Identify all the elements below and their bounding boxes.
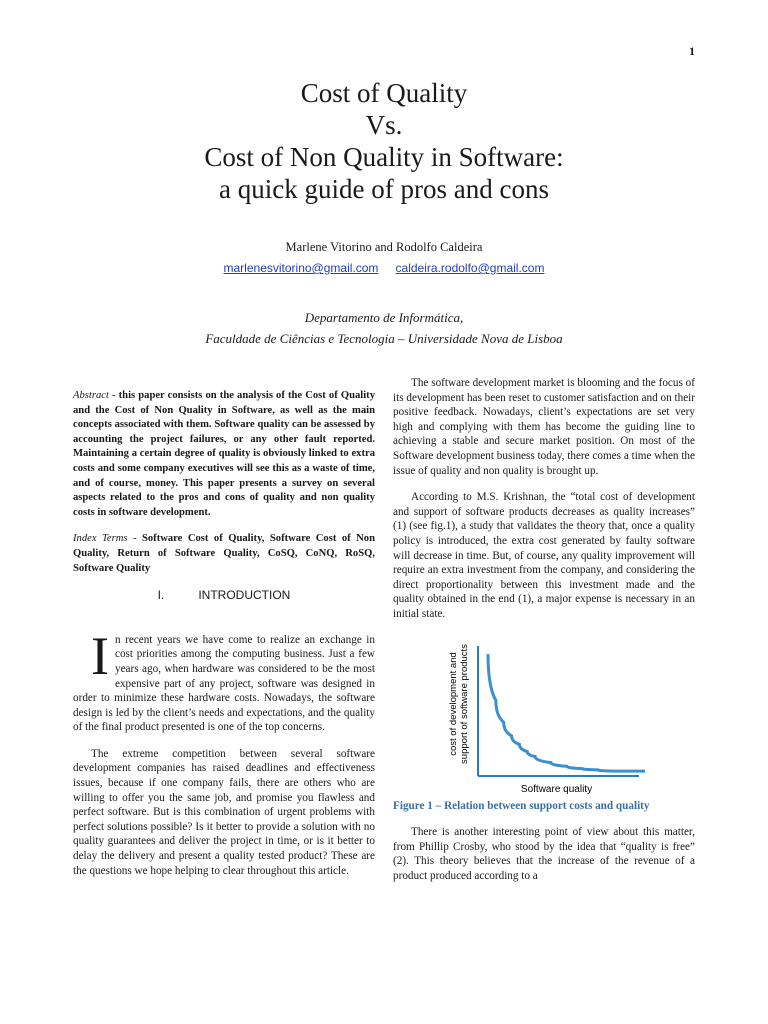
section-heading-introduction: [73, 588, 375, 603]
abstract-label: Abstract: [73, 390, 109, 401]
x-axis-label: Software quality: [520, 783, 593, 794]
right-column: [393, 376, 695, 895]
paper-title: [0, 77, 768, 205]
right-paragraph-1: The software development market is blooming and the focus of its development has been reset to customer satisfaction and on their positive feedback. Nowadays, client’s expectations are set very high and complying with them has become the guiding line to achieving a stable and secure market position. On most of the Software development business today, there comes a time when the issue of quality and non quality is brought up.: [393, 377, 695, 477]
affiliation-line-1: Departamento de Informática,: [304, 310, 464, 325]
index-terms-text: Software Cost of Quality, Software Cost of Non Quality, Return of Software Quality, CoSQ, CoNQ, RoSQ, Software Quality: [73, 533, 375, 574]
intro-paragraph-1: [73, 625, 375, 735]
author-emails: [0, 261, 768, 276]
figure-1-caption: Figure 1 – Relation between support costs and quality: [393, 799, 650, 812]
page-number: 1: [689, 44, 695, 58]
cost-curve: [488, 654, 645, 771]
email-link-2[interactable]: caldeira.rodolfo@gmail.com: [395, 261, 545, 275]
left-column: [73, 389, 375, 890]
title-line-2: Vs.: [365, 110, 403, 140]
section-title: INTRODUCTION: [198, 588, 291, 603]
title-line-3: Cost of Non Quality in Software:: [204, 142, 564, 172]
right-paragraph-3: There is another interesting point of view about this matter, from Phillip Crosby, who stood by the idea that “quality is free” (2). This theory believes that the increase of the revenue of a product produced according to a: [393, 826, 695, 882]
intro-paragraph-2: The extreme competition between several software development companies has raised deadlines and effectiveness issues, because if one company fails, there are others who are willing to offer you the same job, and promise you flawless and perfect software. But is this combination of urgent problems with perfect solutions possible? Is it better to provide a solution with no quality guarantees and deliver the project in time, or is it better to delay the delivery and present a quality tested product? These are the questions we hope helping to clear throughout this article.: [73, 747, 375, 877]
right-paragraph-2: According to M.S. Krishnan, the “total cost of development and support of software products decreases as quality increases” (1) (see fig.1), a study that validates the theory that, once a quality policy is introduced, the extra cost generated by faulty software will decrease in time. But, of course, any quality improvement will require an extra investment from the company, and considering the direct proportionality between this investment made and the quality obtained in the end (1), a major expense is necessary in an initial state.: [393, 491, 695, 620]
affiliation-line-2: Faculdade de Ciências e Tecnologia – Universidade Nova de Lisboa: [205, 331, 563, 346]
figure-1: [393, 634, 695, 799]
email-link-1[interactable]: marlenesvitorino@gmail.com: [223, 261, 379, 275]
section-number: I.: [157, 588, 165, 603]
abstract-text: this paper consists on the analysis of the Cost of Quality and the Cost of Non Quality in Software, as well as the main concepts associated with them. Software quality can be assessed by accounting the project failures, or any other fault reported. Maintaining a certain degree of quality is obviously linked to extra costs and some company executives will see this as a waste of time, and of course, money. This paper presents a survey on several aspects related to the pros and cons of quality and non quality costs in software development.: [73, 390, 375, 518]
drop-cap: I: [91, 625, 109, 686]
abstract: Abstract - this paper consists on the analysis of the Cost of Quality and the Cost of Non Quality in Software, as well as the main concepts associated with them. Software quality can be assessed by accounting the project failures, or any other fault reported. Maintaining a certain degree of quality is obviously linked to extra costs and some company executives will see this as a waste of time, and of course, money. This paper presents a survey on several aspects related to the pros and cons of quality and non quality costs in software development.: [73, 390, 375, 518]
index-terms-label: Index Terms: [73, 533, 128, 545]
title-line-1: Cost of Quality: [300, 78, 468, 108]
affiliation: [0, 307, 768, 349]
authors: Marlene Vitorino and Rodolfo Caldeira: [285, 240, 483, 254]
cost-quality-chart: [393, 634, 695, 794]
title-line-4: a quick guide of pros and cons: [219, 174, 549, 204]
index-terms: Index Terms - Software Cost of Quality, Software Cost of Non Quality, Return of Software Quality, CoSQ, CoNQ, RoSQ, Software Quality: [73, 533, 375, 574]
y-axis-label-line-2: support of software products: [459, 643, 470, 764]
y-axis-label-line-1: cost of development and: [448, 651, 459, 756]
intro-paragraph-1-text: n recent years we have come to realize an exchange in cost priorities among the computing business. Just a few years ago, when hardware was considered to be the most expensive part of any project, software was designed in order to minimize these hardware costs. Nowadays, the software design is led by the client’s needs and expectations, and the quality of the final product presented is one of the top concerns.: [73, 633, 375, 734]
